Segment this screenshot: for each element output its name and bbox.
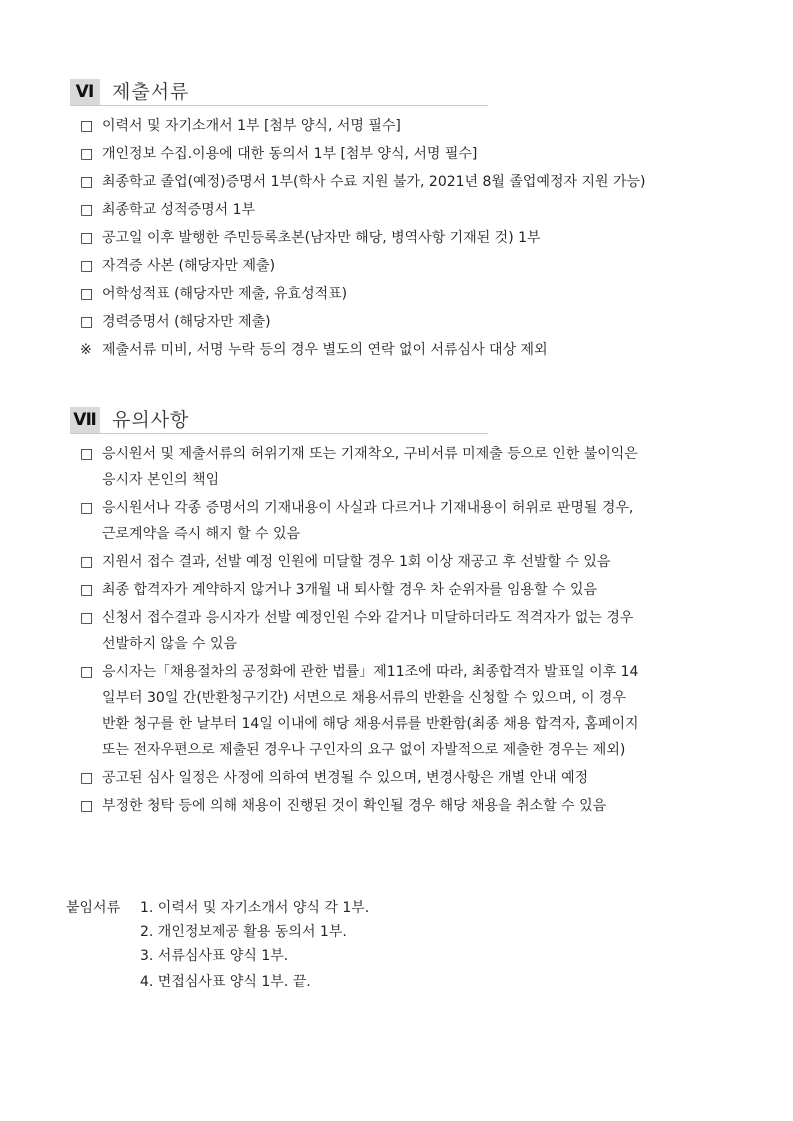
checkbox-symbol: □ bbox=[80, 798, 94, 814]
list-item-text: 개인정보 수집.이용에 대한 동의서 1부 [첨부 양식, 서명 필수] bbox=[102, 146, 478, 162]
checkbox-symbol: □ bbox=[80, 314, 94, 330]
note-item bbox=[80, 338, 730, 362]
list-item-text: 응시원서 및 제출서류의 허위기재 또는 기재착오, 구비서류 미제출 등으로 인한 불이익은 bbox=[102, 446, 638, 462]
list-item bbox=[80, 660, 730, 684]
checkbox-symbol: □ bbox=[80, 258, 94, 274]
list-item bbox=[80, 198, 730, 222]
checkbox-symbol: □ bbox=[80, 230, 94, 246]
checkbox-symbol: □ bbox=[80, 446, 94, 462]
list-item-text: 신청서 접수결과 응시자가 선발 예정인원 수와 같거나 미달하더라도 적격자가 없는 경우 bbox=[102, 610, 634, 626]
list-item-text: 부정한 청탁 등에 의해 채용이 진행된 것이 확인될 경우 해당 채용을 취소할 수 있음 bbox=[102, 798, 607, 814]
section-heading-submission-documents bbox=[70, 79, 488, 106]
list-item bbox=[80, 142, 730, 166]
list-item-text: 공고된 심사 일정은 사정에 의하여 변경될 수 있으며, 변경사항은 개별 안내 예정 bbox=[102, 770, 589, 786]
list-item-continuation: 또는 전자우편으로 제출된 경우나 구인자의 요구 없이 자발적으로 제출한 경우는 제외) bbox=[102, 742, 626, 758]
list-item-text: 공고일 이후 발행한 주민등록초본(남자만 해당, 병역사항 기재된 것) 1부 bbox=[102, 230, 541, 246]
attachments-label: 붙임서류 bbox=[66, 900, 121, 916]
reference-mark-symbol: ※ bbox=[80, 342, 92, 358]
list-item bbox=[80, 550, 730, 574]
list-item-text: 최종학교 졸업(예정)증명서 1부(학사 수료 지원 불가, 2021년 8월 졸업예정자 지원 가능) bbox=[102, 174, 646, 190]
checkbox-symbol: □ bbox=[80, 202, 94, 218]
checkbox-symbol: □ bbox=[80, 500, 94, 516]
list-item-continuation: 근로계약을 즉시 해지 할 수 있음 bbox=[102, 526, 301, 542]
list-item-text: 최종 합격자가 계약하지 않거나 3개월 내 퇴사할 경우 차 순위자를 임용할 수 있음 bbox=[102, 582, 598, 598]
list-item bbox=[80, 578, 730, 602]
section-title: 유의사항 bbox=[112, 409, 190, 431]
note-text: 제출서류 미비, 서명 누락 등의 경우 별도의 연락 없이 서류심사 대상 제외 bbox=[102, 342, 548, 358]
list-item-text: 경력증명서 (해당자만 제출) bbox=[102, 314, 271, 330]
list-item bbox=[80, 254, 730, 278]
list-item bbox=[80, 226, 730, 250]
list-item-text: 최종학교 성적증명서 1부 bbox=[102, 202, 256, 218]
checkbox-symbol: □ bbox=[80, 118, 94, 134]
attachment-item: 4. 면접심사표 양식 1부. 끝. bbox=[140, 974, 311, 990]
list-item bbox=[80, 442, 730, 466]
checkbox-symbol: □ bbox=[80, 286, 94, 302]
list-item-continuation: 선발하지 않을 수 있음 bbox=[102, 636, 238, 652]
checkbox-symbol: □ bbox=[80, 582, 94, 598]
checkbox-symbol: □ bbox=[80, 554, 94, 570]
list-item bbox=[80, 794, 730, 818]
list-item-text: 응시원서나 각종 증명서의 기재내용이 사실과 다르거나 기재내용이 허위로 판명될 경우, bbox=[102, 500, 634, 516]
list-item-text: 이력서 및 자기소개서 1부 [첨부 양식, 서명 필수] bbox=[102, 118, 401, 134]
list-item-continuation: 일부터 30일 간(반환청구기간) 서면으로 채용서류의 반환을 신청할 수 있으며, 이 경우 bbox=[102, 690, 626, 706]
list-item-text: 응시자는「채용절차의 공정화에 관한 법률」제11조에 따라, 최종합격자 발표일 이후 14 bbox=[102, 664, 639, 680]
section-heading-precautions bbox=[70, 407, 488, 434]
list-item-text: 어학성적표 (해당자만 제출, 유효성적표) bbox=[102, 286, 348, 302]
list-item bbox=[80, 606, 730, 630]
list-item-text: 자격증 사본 (해당자만 제출) bbox=[102, 258, 276, 274]
section-title: 제출서류 bbox=[112, 81, 190, 103]
list-item-text: 지원서 접수 결과, 선발 예정 인원에 미달할 경우 1회 이상 재공고 후 선발할 수 있음 bbox=[102, 554, 611, 570]
list-item-continuation: 응시자 본인의 책임 bbox=[102, 472, 220, 488]
list-item bbox=[80, 114, 730, 138]
list-item-continuation: 반환 청구를 한 날부터 14일 이내에 해당 채용서류를 반환함(최종 채용 합격자, 홈페이지 bbox=[102, 716, 639, 732]
attachment-item: 3. 서류심사표 양식 1부. bbox=[140, 948, 289, 964]
checkbox-symbol: □ bbox=[80, 174, 94, 190]
list-item bbox=[80, 310, 730, 334]
section-numeral: Ⅵ bbox=[70, 79, 100, 105]
checkbox-symbol: □ bbox=[80, 770, 94, 786]
list-item bbox=[80, 766, 730, 790]
checkbox-symbol: □ bbox=[80, 664, 94, 680]
attachment-item: 1. 이력서 및 자기소개서 양식 각 1부. bbox=[140, 900, 370, 916]
checkbox-symbol: □ bbox=[80, 610, 94, 626]
list-item bbox=[80, 496, 730, 520]
list-item bbox=[80, 282, 730, 306]
attachment-item: 2. 개인정보제공 활용 동의서 1부. bbox=[140, 924, 347, 940]
section-numeral: Ⅶ bbox=[70, 407, 100, 433]
list-item bbox=[80, 170, 730, 194]
checkbox-symbol: □ bbox=[80, 146, 94, 162]
